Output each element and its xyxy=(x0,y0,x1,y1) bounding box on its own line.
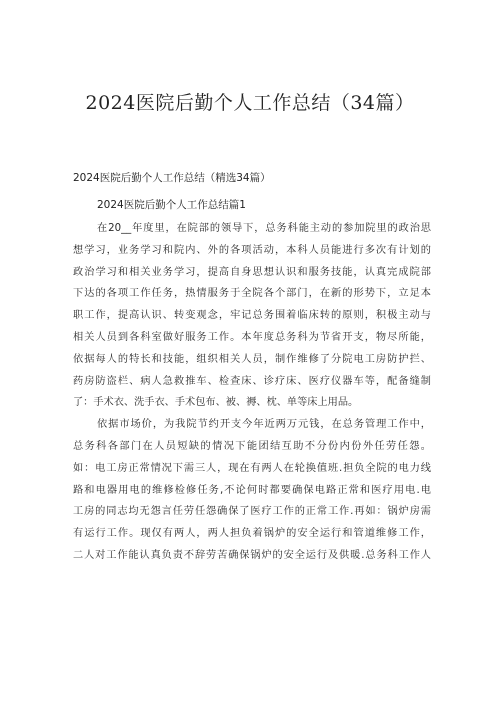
paragraph-line: 有运行工作。现仅有两人，两人担负着锅炉的安全运行和管道维修工作， xyxy=(73,528,431,540)
paragraph-line: 如：电工房正常情况下需三人，现在有两人在轮换值班.担负全院的电力线 xyxy=(73,462,431,474)
paragraph-line: 在20__年度里，在院部的领导下，总务科能主动的参加院里的政治思 xyxy=(97,223,431,234)
paragraph-line: 依据每人的特长和技能，组织相关人员，制作维修了分院电工房防护拦、 xyxy=(73,353,431,365)
paragraph-line: 相关人员到各科室做好服务工作。本年度总务科为节省开支，物尽所能， xyxy=(73,331,431,343)
paragraph-line: 路和电器用电的维修检修任务,不论何时都要确保电路正常和医疗用电.电 xyxy=(73,484,431,496)
paragraph-line: 药房防盗栏、病人急救推车、检查床、诊疗床、医疗仪器车等，配备缝制 xyxy=(73,375,431,387)
paragraph-line: 职工作，提高认识、转变观念，牢记总务围着临床转的原则，积极主动与 xyxy=(73,310,431,322)
document-title: 2024医院后勤个人工作总结（34篇） xyxy=(85,92,415,114)
paragraph-line: 二人对工作能认真负责不辞劳苦确保锅炉的安全运行及供暖.总务科工作人 xyxy=(73,549,431,561)
paragraph-line: 工房的同志均无怨言任劳任怨确保了医疗工作的正常工作.再如：锅炉房需 xyxy=(73,506,431,518)
paragraph-line: 政治学习和相关业务学习，提高自身思想认识和服务技能，认真完成院部 xyxy=(73,266,431,278)
paragraph-line: 总务科各部门在人员短缺的情况下能团结互助不分份内份外任劳任怨。 xyxy=(73,440,431,452)
paragraph-line: 依据市场价，为我院节约开支今年近两万元钱，在总务管理工作中， xyxy=(97,419,431,431)
document-subtitle: 2024医院后勤个人工作总结（精选34篇） xyxy=(73,172,271,184)
paragraph-line: 下达的各项工作任务，热情服务于全院各个部门，在新的形势下，立足本 xyxy=(73,288,431,300)
section-heading: 2024医院后勤个人工作总结篇1 xyxy=(97,199,246,211)
body-text xyxy=(73,218,431,567)
paragraph-line: 了：手术衣、洗手衣、手术包布、被、褥、枕、单等床上用品。 xyxy=(73,397,359,409)
paragraph-line: 想学习，业务学习和院内、外的各项活动，本科人员能进行多次有计划的 xyxy=(73,244,431,256)
